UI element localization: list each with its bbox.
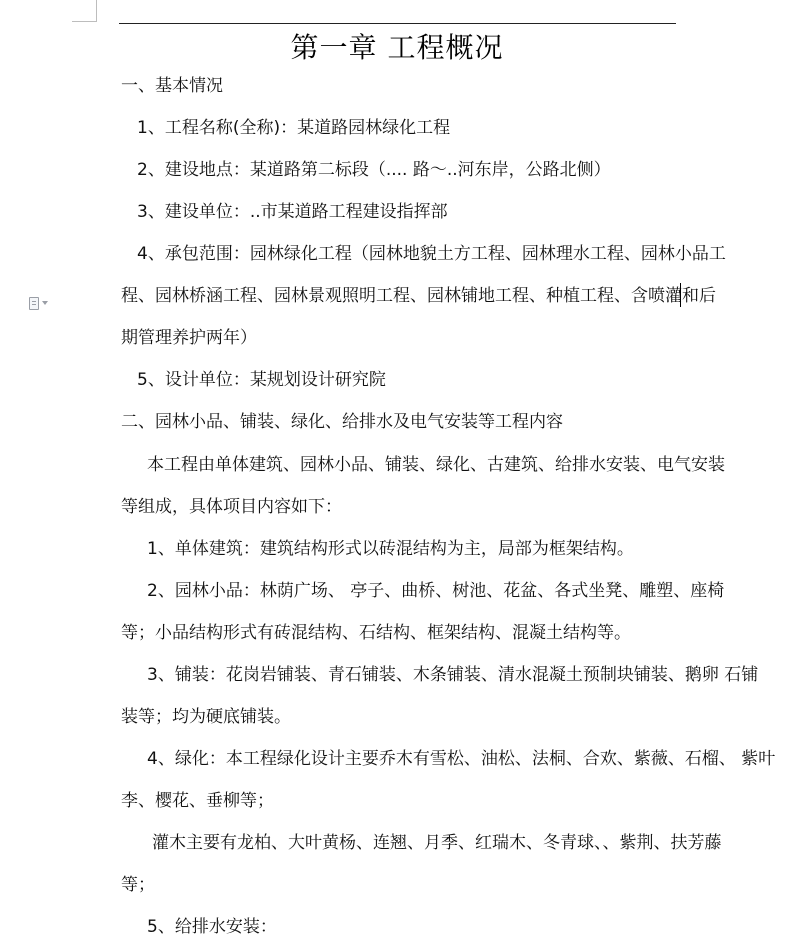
intro-line-2: 等组成，具体项目内容如下： [121, 497, 342, 517]
section-heading-basic: 一、基本情况 [121, 76, 223, 96]
text-cursor [680, 283, 681, 307]
chapter-title: 第一章 工程概况 [290, 31, 504, 64]
owner-line: 3、建设单位：..市某道路工程建设指挥部 [137, 202, 448, 222]
landscape-items-line-2: 等；小品结构形式有砖混结构、石结构、框架结构、混凝土结构等。 [121, 623, 631, 643]
chevron-down-icon [42, 301, 48, 305]
scope-line-2: 程、园林桥涵工程、园林景观照明工程、园林铺地工程、种植工程、含喷灌和后 [121, 286, 716, 306]
intro-line-1: 本工程由单体建筑、园林小品、铺装、绿化、古建筑、给排水安装、电气安装 [147, 455, 725, 475]
greening-line-2: 李、樱花、垂柳等； [121, 791, 274, 811]
plumbing-line: 5、给排水安装： [147, 917, 277, 937]
section-heading-scope: 二、园林小品、铺装、绿化、给排水及电气安装等工程内容 [121, 412, 563, 432]
landscape-items-line-1: 2、园林小品：林荫广场、 亭子、曲桥、树池、花盆、各式坐凳、雕塑、座椅 [147, 581, 725, 601]
document-icon [29, 297, 39, 310]
header-rule [119, 23, 676, 24]
designer-line: 5、设计单位：某规划设计研究院 [137, 370, 386, 390]
scope-line-1: 4、承包范围：园林绿化工程（园林地貌土方工程、园林理水工程、园林小品工 [137, 244, 726, 264]
shrubs-line-2: 等； [121, 875, 155, 895]
margin-document-menu[interactable] [29, 295, 53, 311]
paving-line-2: 装等；均为硬底铺装。 [121, 707, 291, 727]
location-line: 2、建设地点：某道路第二标段（.... 路～..河东岸，公路北侧） [137, 160, 611, 180]
paving-line-1: 3、铺装：花岗岩铺装、青石铺装、木条铺装、清水混凝土预制块铺装、鹅卵 石铺 [147, 665, 759, 685]
building-line: 1、单体建筑：建筑结构形式以砖混结构为主，局部为框架结构。 [147, 539, 634, 559]
greening-line-1: 4、绿化：本工程绿化设计主要乔木有雪松、油松、法桐、合欢、紫薇、石榴、 紫叶 [147, 749, 776, 769]
shrubs-line-1: 灌木主要有龙柏、大叶黄杨、连翘、月季、红瑞木、冬青球、、紫荆、扶芳藤 [152, 833, 722, 853]
page-corner-marker [72, 0, 97, 22]
project-name-line: 1、工程名称(全称)：某道路园林绿化工程 [137, 118, 451, 138]
scope-line-3: 期管理养护两年） [121, 328, 257, 348]
